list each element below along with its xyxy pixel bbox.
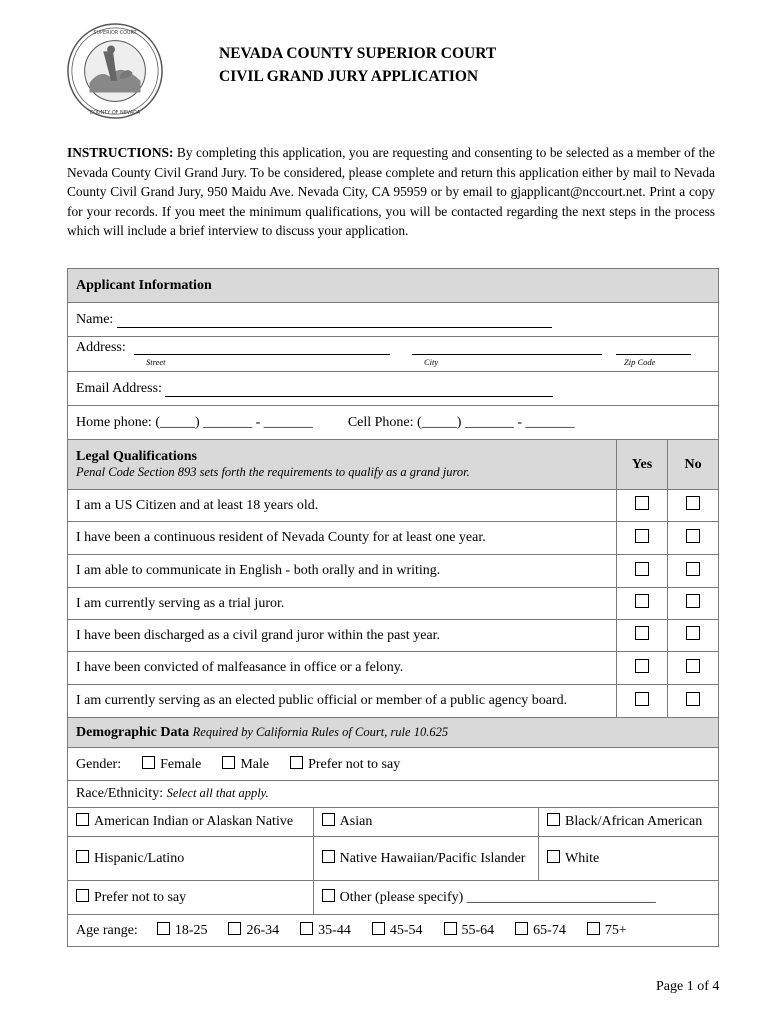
age-option-55-64[interactable]: 55-64 bbox=[444, 923, 495, 938]
gender-option-male[interactable]: Male bbox=[222, 757, 269, 772]
court-seal-logo bbox=[66, 22, 164, 120]
no-checkbox-3[interactable] bbox=[686, 562, 700, 576]
checkbox-icon bbox=[322, 850, 335, 863]
svg-text:SUPERIOR COURT: SUPERIOR COURT bbox=[93, 29, 137, 36]
yes-checkbox-1[interactable] bbox=[635, 496, 649, 510]
legal-qualifications-header bbox=[68, 440, 617, 490]
age-option-26-34[interactable]: 26-34 bbox=[228, 923, 279, 938]
age-label: Age range: bbox=[76, 923, 138, 938]
question-5: I have been discharged as a civil grand juror within the past year. bbox=[68, 620, 617, 652]
legal-title: Legal Qualifications bbox=[76, 449, 197, 464]
checkbox-icon bbox=[547, 850, 560, 863]
zip-caption: Zip Code bbox=[624, 357, 656, 367]
checkbox-icon bbox=[587, 922, 600, 935]
race-option-american-indian[interactable]: American Indian or Alaskan Native bbox=[68, 808, 313, 836]
no-checkbox-6[interactable] bbox=[686, 659, 700, 673]
age-row bbox=[68, 915, 719, 947]
checkbox-icon bbox=[515, 922, 528, 935]
email-label: Email Address: bbox=[76, 380, 162, 396]
checkbox-icon bbox=[372, 922, 385, 935]
name-row bbox=[68, 303, 719, 337]
name-label: Name: bbox=[76, 311, 114, 327]
address-label: Address: bbox=[76, 340, 126, 355]
no-checkbox-2[interactable] bbox=[686, 529, 700, 543]
yes-checkbox-4[interactable] bbox=[635, 594, 649, 608]
checkbox-icon bbox=[322, 813, 335, 826]
checkbox-icon bbox=[444, 922, 457, 935]
no-column-header: No bbox=[668, 440, 719, 490]
application-title: CIVIL GRAND JURY APPLICATION bbox=[219, 68, 479, 85]
gender-option-female[interactable]: Female bbox=[142, 757, 201, 772]
instructions-text: By completing this application, you are requesting and consenting to be selected as a member of the Nevada County Civil Grand Jury. To be considered, please complete and return this application either by mail to Nevada County Civil Grand Jury, 950 Maidu Ave. Nevada City, CA 95959 or by email to gjapplicant@nccourt.net. Print a copy for your records. If you meet the minimum qualifications, you will be contacted regarding the next steps in the process which will include a brief interview to discuss your application. bbox=[67, 145, 715, 238]
city-field[interactable] bbox=[412, 340, 602, 355]
yes-checkbox-6[interactable] bbox=[635, 659, 649, 673]
svg-text:COUNTY OF NEVADA: COUNTY OF NEVADA bbox=[89, 110, 141, 117]
age-option-75-plus[interactable]: 75+ bbox=[587, 923, 627, 938]
checkbox-icon bbox=[76, 889, 89, 902]
demographic-title: Demographic Data bbox=[76, 724, 190, 740]
gender-option-prefer-not[interactable]: Prefer not to say bbox=[290, 757, 400, 772]
checkbox-icon bbox=[322, 889, 335, 902]
email-field[interactable] bbox=[165, 382, 553, 397]
no-checkbox-5[interactable] bbox=[686, 626, 700, 640]
city-caption: City bbox=[424, 357, 439, 367]
street-field[interactable] bbox=[134, 340, 390, 355]
checkbox-icon bbox=[300, 922, 313, 935]
race-option-prefer-not[interactable]: Prefer not to say bbox=[68, 880, 313, 914]
form-title bbox=[219, 42, 496, 88]
race-row bbox=[68, 781, 719, 808]
yes-checkbox-3[interactable] bbox=[635, 562, 649, 576]
no-checkbox-4[interactable] bbox=[686, 594, 700, 608]
street-caption: Street bbox=[146, 357, 166, 367]
checkbox-icon bbox=[142, 756, 155, 769]
question-1: I am a US Citizen and at least 18 years old. bbox=[68, 490, 617, 522]
demographic-note: Required by California Rules of Court, rule 10.625 bbox=[192, 724, 449, 739]
yes-checkbox-2[interactable] bbox=[635, 529, 649, 543]
question-4: I am currently serving as a trial juror. bbox=[68, 588, 617, 620]
race-option-native-hawaiian[interactable]: Native Hawaiian/Pacific Islander bbox=[313, 836, 538, 880]
race-option-hispanic[interactable]: Hispanic/Latino bbox=[68, 836, 313, 880]
question-3: I am able to communicate in English - both orally and in writing. bbox=[68, 555, 617, 588]
application-form-table bbox=[67, 268, 719, 947]
age-option-65-74[interactable]: 65-74 bbox=[515, 923, 566, 938]
question-6: I have been convicted of malfeasance in office or a felony. bbox=[68, 652, 617, 685]
race-option-other[interactable]: Other (please specify) ___________________________ bbox=[313, 880, 718, 914]
no-checkbox-1[interactable] bbox=[686, 496, 700, 510]
age-option-35-44[interactable]: 35-44 bbox=[300, 923, 351, 938]
email-row bbox=[68, 372, 719, 406]
checkbox-icon bbox=[76, 813, 89, 826]
demographic-header bbox=[68, 718, 719, 748]
address-row bbox=[68, 337, 719, 372]
no-checkbox-7[interactable] bbox=[686, 692, 700, 706]
yes-column-header: Yes bbox=[617, 440, 668, 490]
legal-subtitle: Penal Code Section 893 sets forth the requirements to qualify as a grand juror. bbox=[76, 465, 470, 479]
phone-row bbox=[68, 406, 719, 440]
race-note: Select all that apply. bbox=[166, 786, 269, 800]
race-options-grid bbox=[68, 808, 719, 915]
cell-phone-field[interactable]: Cell Phone: (_____) _______ - _______ bbox=[347, 414, 575, 430]
checkbox-icon bbox=[228, 922, 241, 935]
age-option-18-25[interactable]: 18-25 bbox=[157, 923, 208, 938]
page-number: Page 1 of 4 bbox=[656, 979, 720, 994]
yes-checkbox-7[interactable] bbox=[635, 692, 649, 706]
race-label: Race/Ethnicity: bbox=[76, 786, 164, 801]
instructions-label: INSTRUCTIONS: bbox=[67, 145, 174, 160]
race-option-white[interactable]: White bbox=[538, 836, 718, 880]
gender-row bbox=[68, 748, 719, 781]
question-7: I am currently serving as an elected public official or member of a public agency board. bbox=[68, 685, 617, 718]
name-field[interactable] bbox=[117, 313, 552, 328]
instructions-paragraph bbox=[67, 143, 715, 241]
checkbox-icon bbox=[157, 922, 170, 935]
zip-field[interactable] bbox=[616, 340, 691, 355]
yes-checkbox-5[interactable] bbox=[635, 626, 649, 640]
age-option-45-54[interactable]: 45-54 bbox=[372, 923, 423, 938]
court-name: NEVADA COUNTY SUPERIOR COURT bbox=[219, 45, 497, 62]
checkbox-icon bbox=[290, 756, 303, 769]
home-phone-field[interactable]: Home phone: (_____) _______ - _______ bbox=[76, 414, 313, 430]
checkbox-icon bbox=[547, 813, 560, 826]
question-2: I have been a continuous resident of Nevada County for at least one year. bbox=[68, 522, 617, 555]
checkbox-icon bbox=[222, 756, 235, 769]
gender-label: Gender: bbox=[76, 756, 122, 772]
race-option-asian[interactable]: Asian bbox=[313, 808, 538, 836]
checkbox-icon bbox=[76, 850, 89, 863]
applicant-info-header: Applicant Information bbox=[68, 269, 719, 303]
race-option-black[interactable]: Black/African American bbox=[538, 808, 718, 836]
